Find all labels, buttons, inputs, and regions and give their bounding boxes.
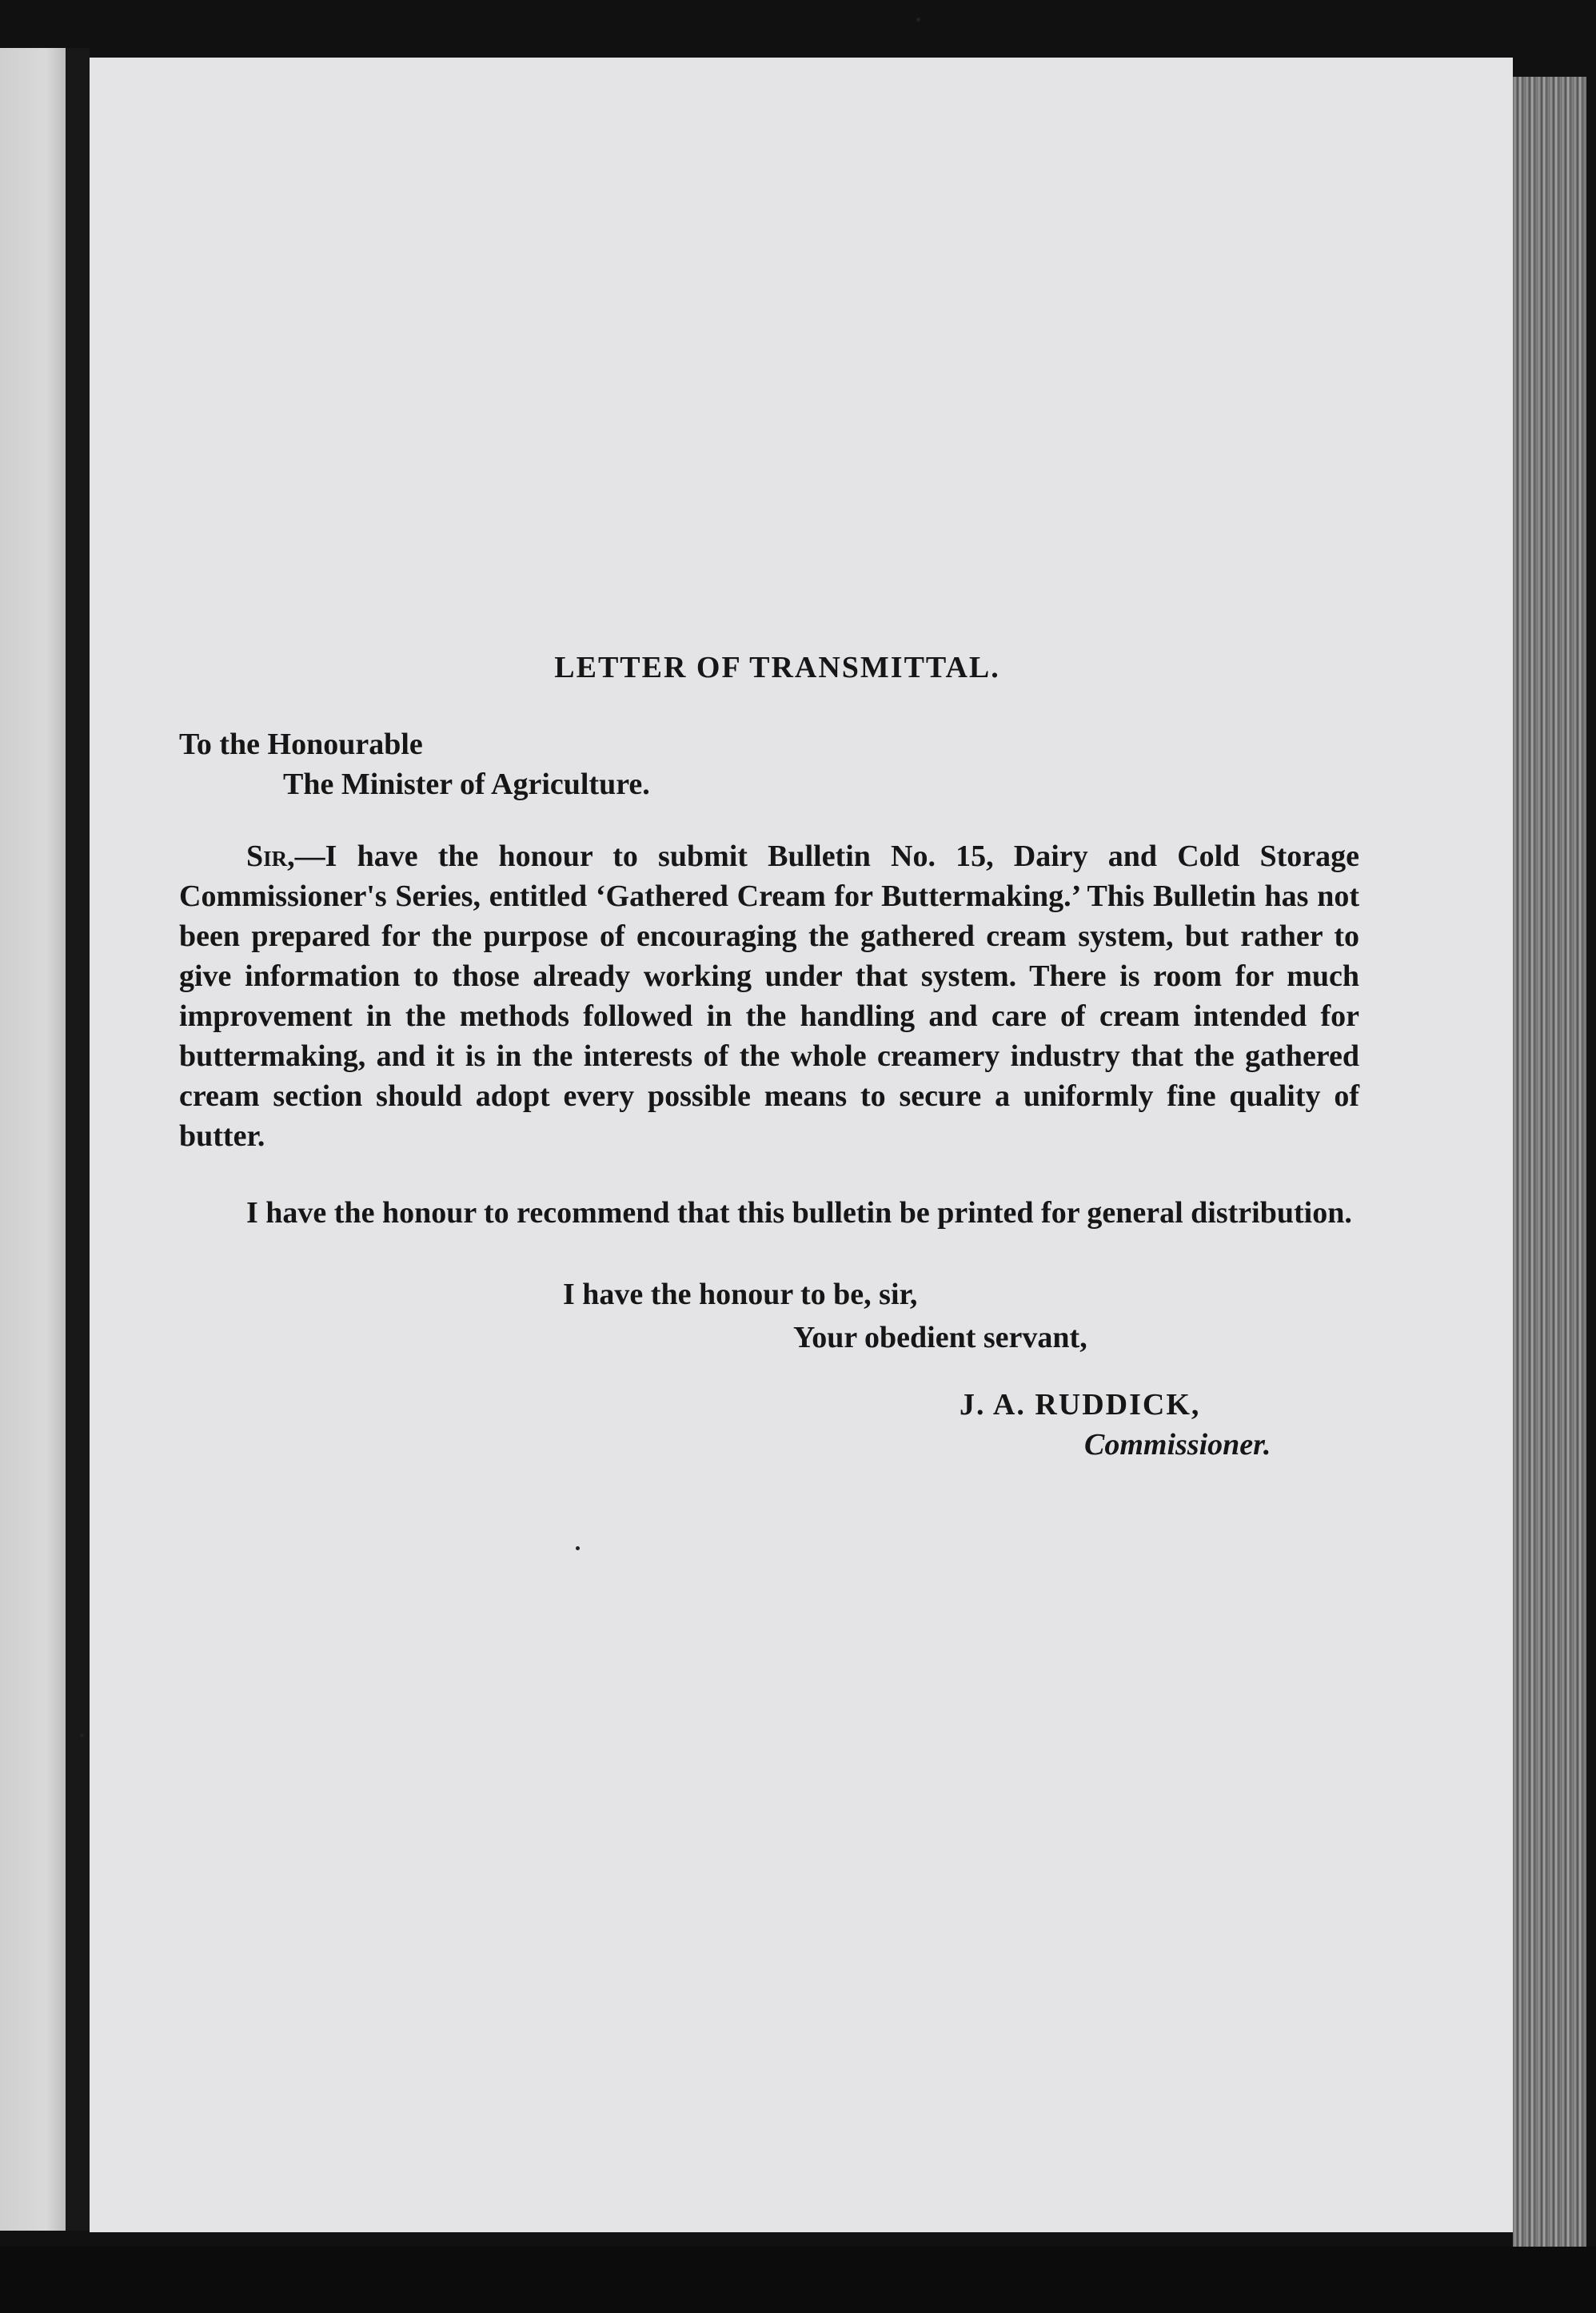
book-gutter	[66, 48, 90, 2231]
page-stack-edge	[1513, 77, 1586, 2248]
scan-speck	[80, 1733, 84, 1737]
closing-line: Your obedient servant,	[793, 1321, 1087, 1354]
body-paragraph: I have the honour to recommend that this bulletin be printed for general distribution.	[246, 1196, 1352, 1230]
closing-line: I have the honour to be, sir,	[563, 1278, 918, 1311]
facing-page-edge	[0, 48, 66, 2231]
paragraph-text: —I have the honour to submit Bulletin No. 15, Dairy and Cold Storage Commissioner's Series, entitled ‘Gathered Cream for Buttermaking.’ This Bulletin has not been prepared for the purpose of encouraging the gathered cream system, but rather to give information to those already working under that system. There is room for much improvement in the methods followed in the handling and care of cream intended for buttermaking, and it is in the interests of the whole creamery industry that the gathered cream section should adopt every possible means to secure a uniformly fine quality of butter.	[179, 839, 1359, 1153]
addressee-line: To the Honourable	[179, 728, 423, 761]
letter-body	[179, 648, 1359, 1465]
signature-title: Commissioner.	[1084, 1428, 1271, 1462]
body-paragraph	[179, 836, 1359, 1156]
letter-title: LETTER OF TRANSMITTAL.	[554, 651, 1000, 684]
addressee-line: The Minister of Agriculture.	[283, 768, 650, 801]
scan-speck	[576, 1546, 580, 1550]
salutation: Sir,	[246, 839, 295, 873]
scan-border	[0, 2247, 1596, 2313]
scan-speck	[916, 18, 920, 22]
signature-name: J. A. RUDDICK,	[960, 1388, 1201, 1422]
